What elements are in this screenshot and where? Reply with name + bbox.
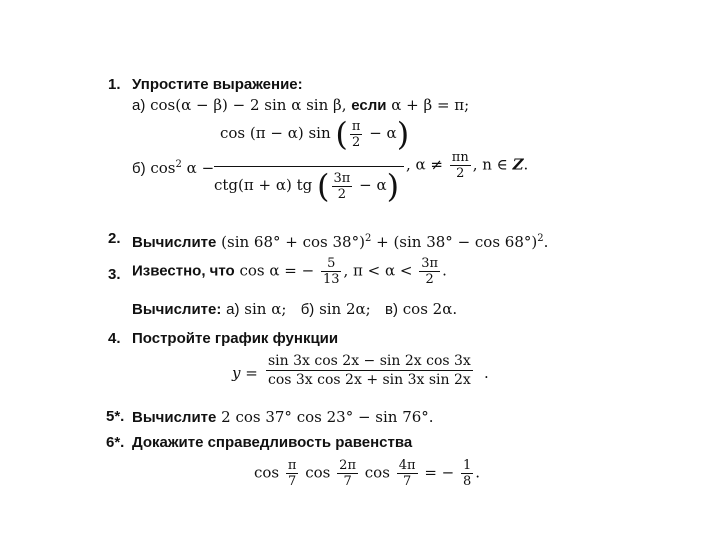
problem-5-text: Вычислите bbox=[132, 409, 217, 426]
problem-3a: sin α; bbox=[244, 300, 287, 318]
problem-3-line-2: Вычислите: а) sin α; б) sin 2α; в) cos 2α. bbox=[132, 300, 458, 318]
problem-5 bbox=[132, 408, 434, 427]
problem-2-text: Вычислите bbox=[132, 234, 217, 251]
problem-3-frac-num: 5 bbox=[321, 256, 342, 272]
problem-1b-num-frac-num: π bbox=[351, 118, 361, 134]
problem-3-line-1: Известно, что cos α = − $\frac{5}{13}$ , π < α < $\frac{3\pi}{2}$ . bbox=[132, 256, 447, 287]
problem-4-y: y = bbox=[232, 364, 258, 382]
problem-6-f2-num: 2π bbox=[339, 458, 356, 473]
problem-1-title: Упростите выражение: bbox=[132, 76, 303, 93]
problem-5-number: 5*. bbox=[106, 408, 125, 425]
problem-1b-integers-set: Z bbox=[512, 155, 524, 174]
problem-1b-fraction-bar bbox=[214, 166, 404, 167]
problem-1b-cond-frac-den: 2 bbox=[456, 166, 465, 181]
problem-6-f2-den: 7 bbox=[343, 474, 352, 489]
problem-3-compute-word: Вычислите: bbox=[132, 301, 222, 318]
problem-1b-den-frac-den: 2 bbox=[337, 186, 347, 202]
problem-2-expr1: (sin 68° + cos 38°) bbox=[221, 233, 365, 251]
problem-1b-denominator-post: − α bbox=[359, 176, 387, 194]
problem-6-text: Докажите справедливость равенства bbox=[132, 434, 413, 451]
problem-6-f1-den: 7 bbox=[288, 474, 297, 489]
problem-2: Вычислите (sin 68° + cos 38°)$^2$ + (sin 38° − cos 68°)$^2$. bbox=[132, 233, 549, 251]
problem-3-number: 3. bbox=[108, 266, 121, 283]
problem-3-cos-alpha: cos α = − bbox=[239, 261, 315, 280]
problem-1b-numerator-pre: cos (π − α) sin bbox=[220, 124, 331, 142]
problem-1b-condition: , α ≠ $\frac{\pi n}{2}$ , n ∈ Z. bbox=[406, 150, 529, 181]
problem-1b-cos: cos bbox=[150, 159, 176, 177]
problem-1b-denominator-pre: ctg(π + α) tg bbox=[214, 176, 313, 194]
problem-4-number: 4. bbox=[108, 330, 121, 347]
problem-1b-numerator: cos (π − α) sin ( $\frac{\pi}{2}$ − α) bbox=[220, 115, 410, 153]
problem-5-expression: 2 cos 37° cos 23° − sin 76°. bbox=[221, 408, 434, 426]
problem-3-text: Известно, что bbox=[132, 262, 235, 280]
problem-4-numerator: sin 3x cos 2x − sin 2x cos 3x bbox=[268, 353, 471, 369]
problem-1a-label: а) bbox=[132, 97, 146, 114]
problem-1a-expression: cos(α − β) − 2 sin α sin β, bbox=[150, 96, 347, 114]
problem-2-number: 2. bbox=[108, 230, 121, 247]
problem-1a-condition: α + β = π; bbox=[391, 96, 470, 114]
problem-1-number: 1. bbox=[108, 76, 121, 93]
problem-3c: cos 2α. bbox=[402, 300, 458, 318]
problem-6-equation: cos $\frac{\pi}{7}$ cos $\frac{2\pi}{7}$ cos $\frac{4\pi}{7}$ = − $\frac{1}{8}$ . bbox=[254, 458, 481, 489]
problem-sheet: 1. Упростите выражение: а) cos(α − β) − 2 sin α sin β, если α + β = π; б) $\cos^2 \alpha$ − cos (π − α) sin ( $\frac{\pi}{2}$ − α) ctg(π + α) tg ( $\frac{3\pi}{2}$ − α) , α ≠ $\frac{\pi n}{2}$ , n ∈ Z. 2. Вычислите (sin 68° + cos 38°)$^2$ + (sin 38° − cos 68°)$^2$. 3. Известно, что cos α = − $\frac{5}{13}$ , π < α < $\frac{3\pi}{2}$ . Вычислите: а) sin α; б) sin 2α; в) cos 2α. 4. Постройте график функции y = $\frac{\text{sin 3x cos 2x − sin 2x cos 3x}}{\text{cos 3x cos 2x + sin 3x sin 2x}}$ . 5*. Вычислите 2 cos 37° cos 23° − sin 76°. 6*. Докажите справедливость равенства cos $\frac{\pi}{7}$ cos $\frac{2\pi}{7}$ cos $\frac{4\pi}{7}$ = − $\frac{1}{8}$ . bbox=[0, 0, 701, 536]
problem-1b-label: б) bbox=[132, 160, 146, 177]
problem-6-f4-num: 1 bbox=[463, 458, 472, 473]
problem-1b-denominator: ctg(π + α) tg ( $\frac{3\pi}{2}$ − α) bbox=[214, 167, 400, 205]
problem-1b-square: 2 bbox=[175, 159, 182, 170]
problem-4-denominator: cos 3x cos 2x + sin 3x sin 2x bbox=[268, 372, 471, 388]
problem-2-expr2: (sin 38° − cos 68°) bbox=[393, 233, 538, 251]
problem-1b-numerator-post: − α bbox=[369, 124, 397, 142]
problem-6-number: 6*. bbox=[106, 434, 125, 451]
problem-3-frac2-den: 2 bbox=[425, 272, 434, 287]
problem-6-f3-num: 4π bbox=[398, 458, 416, 473]
problem-3-frac2-num: 3π bbox=[421, 256, 439, 271]
problem-1a-condition-word: если bbox=[351, 97, 387, 114]
problem-3-frac-den: 13 bbox=[322, 272, 340, 287]
problem-3b: sin 2α; bbox=[319, 300, 371, 318]
problem-1b-cond-frac-num: πn bbox=[451, 150, 469, 165]
problem-6-f1-num: π bbox=[287, 458, 297, 473]
problem-1a bbox=[132, 96, 469, 115]
problem-4-fraction bbox=[266, 352, 473, 389]
problem-1b-alpha-minus: α − bbox=[186, 159, 215, 177]
problem-6-f4-den: 8 bbox=[463, 474, 472, 489]
problem-4-text: Постройте график функции bbox=[132, 330, 339, 347]
problem-1b-den-frac-num: 3π bbox=[333, 170, 351, 186]
problem-1b-num-frac-den: 2 bbox=[352, 134, 361, 150]
problem-6-f3-den: 7 bbox=[402, 474, 412, 489]
